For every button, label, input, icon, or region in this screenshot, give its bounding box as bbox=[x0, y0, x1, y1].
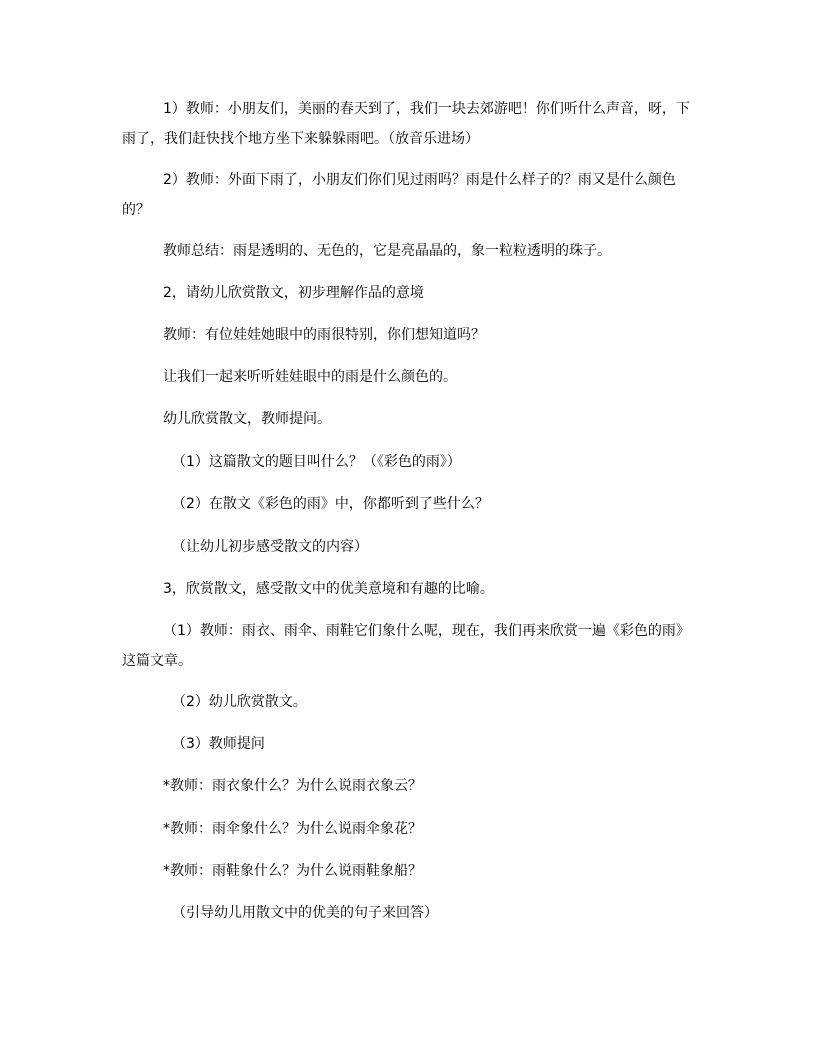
paragraph-note-2: （引导幼儿用散文中的优美的句子来回答） bbox=[172, 905, 438, 921]
paragraph-teacher-question: 教师：有位娃娃她眼中的雨很特别，你们想知道吗？ bbox=[163, 327, 485, 343]
paragraph-section-2-heading: 2，请幼儿欣赏散文，初步理解作品的意境 bbox=[163, 285, 424, 301]
paragraph-teacher-summary: 教师总结：雨是透明的、无色的，它是亮晶晶的，象一粒粒透明的珠子。 bbox=[163, 243, 611, 259]
paragraph-note-1: （让幼儿初步感受散文的内容） bbox=[172, 539, 368, 555]
paragraph-question-2: （2）在散文《彩色的雨》中，你都听到了些什么？ bbox=[172, 496, 489, 512]
paragraph-step-1: （1）教师：雨衣、雨伞、雨鞋它们象什么呢，现在，我们再来欣赏一遍《彩色的雨》这篇文章。 bbox=[122, 623, 690, 669]
paragraph-q-umbrella: *教师：雨伞象什么？为什么说雨伞象花？ bbox=[163, 821, 422, 837]
paragraph-children-appreciate: 幼儿欣赏散文，教师提问。 bbox=[163, 411, 331, 427]
paragraph-listen-invite: 让我们一起来听听娃娃眼中的雨是什么颜色的。 bbox=[163, 369, 457, 385]
paragraph-intro-1: 1）教师：小朋友们，美丽的春天到了，我们一块去郊游吧！你们听什么声音，呀，下雨了，我们赶快找个地方坐下来躲躲雨吧。（放音乐进场） bbox=[122, 101, 690, 147]
paragraph-step-3: （3）教师提问 bbox=[172, 736, 265, 752]
paragraph-step-2: （2）幼儿欣赏散文。 bbox=[172, 694, 307, 710]
paragraph-q-raincoat: *教师：雨衣象什么？为什么说雨衣象云？ bbox=[163, 778, 422, 794]
paragraph-question-1: （1）这篇散文的题目叫什么？（《彩色的雨》） bbox=[172, 454, 461, 470]
paragraph-section-3-heading: 3，欣赏散文，感受散文中的优美意境和有趣的比喻。 bbox=[163, 581, 494, 597]
paragraph-q-rainboots: *教师：雨鞋象什么？为什么说雨鞋象船？ bbox=[163, 863, 422, 879]
paragraph-intro-2: 2）教师：外面下雨了，小朋友们你们见过雨吗？雨是什么样子的？雨又是什么颜色的？ bbox=[122, 172, 676, 218]
